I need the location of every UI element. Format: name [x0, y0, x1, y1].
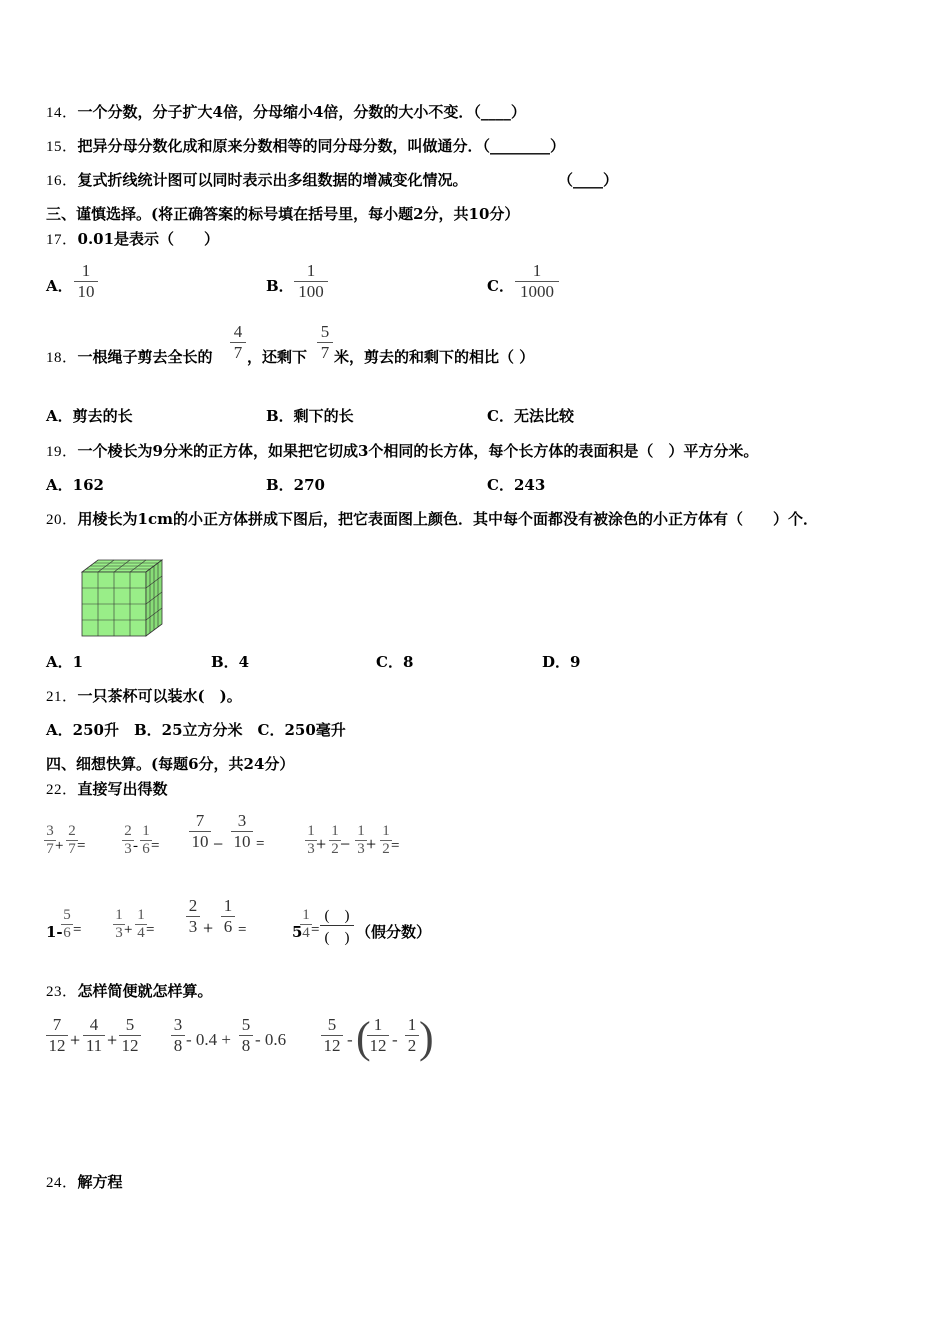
- question-24: [46, 1172, 123, 1193]
- equals-sign: =: [151, 838, 160, 854]
- question-23: [46, 981, 213, 1002]
- question-number: 20．: [46, 512, 78, 528]
- question-text-cont: ，还剩下: [247, 348, 308, 366]
- fraction: 5 12: [119, 1016, 141, 1055]
- question-number: 19．: [46, 444, 78, 460]
- question-18: [46, 347, 213, 368]
- answer-blank: （____）: [558, 171, 619, 189]
- fraction: 1 2: [405, 1016, 419, 1055]
- hint-text: （假分数）: [356, 923, 432, 941]
- question-text: 一只茶杯可以装水( )。: [77, 687, 242, 705]
- equals-sign: =: [238, 922, 247, 938]
- whole-number: 5: [292, 923, 303, 941]
- question-text: 把异分母分数化成和原来分数相等的同分母分数，叫做通分．（________）: [77, 137, 566, 155]
- fraction: 1 12: [367, 1016, 389, 1055]
- fraction: 7 10: [189, 812, 211, 851]
- option-b: B．剩下的长: [266, 407, 354, 425]
- fraction: 3 8: [171, 1016, 185, 1055]
- fraction: 4 11: [83, 1016, 105, 1055]
- question-22: [46, 779, 168, 800]
- fraction: 3 7: [44, 823, 56, 858]
- question-number: 17．: [46, 232, 78, 248]
- equals-sign: =: [391, 838, 400, 854]
- fraction: 1 3: [113, 907, 125, 942]
- fraction: 1 6: [140, 823, 152, 858]
- question-17: [46, 229, 219, 250]
- option-b-label: B．: [266, 277, 294, 295]
- question-text: 用棱长为1cm的小正方体拼成下图后，把它表面图上颜色．其中每个面都没有被涂色的小正方体有（ ）个．: [77, 510, 818, 528]
- operator: +: [366, 834, 377, 854]
- option-a: A．剪去的长: [46, 407, 133, 425]
- option-c: C．无法比较: [487, 407, 574, 425]
- section-heading-3: 三、谨慎选择。(将正确答案的标号填在括号里，每小题2分，共10分）: [46, 205, 520, 223]
- fraction: 1 6: [221, 897, 235, 936]
- leading-term: 1-: [46, 923, 63, 941]
- question-20: [46, 509, 818, 530]
- question-15: [46, 136, 565, 157]
- fraction: 5 6: [61, 907, 73, 942]
- question-text: 解方程: [77, 1173, 123, 1191]
- left-paren: (: [356, 1013, 371, 1062]
- operator: -: [133, 838, 138, 854]
- fraction: 1 3: [355, 823, 367, 858]
- question-number: 18．: [46, 350, 78, 366]
- operator-term: - 0.6: [255, 1030, 287, 1049]
- question-14: [46, 102, 526, 123]
- option-c: C．243: [487, 476, 546, 494]
- fraction-five-sevenths: 5 7: [317, 323, 333, 362]
- question-21: [46, 686, 242, 707]
- option-c-fraction: 1 1000: [515, 262, 559, 301]
- fraction: 5 12: [321, 1016, 343, 1055]
- question-text: 一个分数，分子扩大4倍，分母缩小4倍，分数的大小不变．（____）: [77, 103, 526, 121]
- option-a-fraction: 1 10: [74, 262, 98, 301]
- option-b-fraction: 1 100: [294, 262, 328, 301]
- question-19: [46, 441, 758, 462]
- option-b: B．270: [266, 476, 325, 494]
- option-a: A．162: [46, 476, 104, 494]
- fraction: 2 3: [186, 897, 200, 936]
- question-text: 直接写出得数: [77, 780, 168, 798]
- question-number: 21．: [46, 689, 78, 705]
- option-a: A．1: [46, 653, 84, 671]
- equals-sign: =: [146, 922, 155, 938]
- operator: −: [340, 834, 351, 854]
- question-number: 16．: [46, 173, 78, 189]
- section-heading-4: 四、细想快算。(每题6分，共24分）: [46, 755, 295, 773]
- question-text: 怎样简便就怎样算。: [77, 982, 213, 1000]
- right-paren: ): [419, 1013, 434, 1062]
- option-c: C．8: [376, 653, 414, 671]
- operator: +: [107, 1030, 118, 1050]
- answer-fraction-blank: ( ) ( ): [320, 904, 354, 947]
- operator: -: [392, 1030, 398, 1049]
- question-number: 24．: [46, 1175, 78, 1191]
- option-b: B．4: [211, 653, 250, 671]
- operator: −: [213, 834, 224, 854]
- operator: +: [203, 918, 214, 938]
- equals-sign: =: [256, 836, 265, 852]
- operator: +: [316, 834, 327, 854]
- question-text-end: 米，剪去的和剩下的相比（ ）: [334, 348, 535, 366]
- question-text: 0.01是表示（ ）: [77, 230, 220, 248]
- fraction: 1 4: [135, 907, 147, 942]
- operator: +: [124, 922, 133, 938]
- equals-sign: =: [73, 922, 82, 938]
- question-16: [46, 170, 468, 191]
- option-d: D．9: [542, 653, 581, 671]
- fraction: 7 12: [46, 1016, 68, 1055]
- question-number: 22．: [46, 782, 78, 798]
- question-number: 14．: [46, 105, 78, 121]
- fraction: 1 4: [300, 907, 312, 942]
- cube-figure: [80, 558, 166, 638]
- equals-sign: =: [311, 922, 320, 938]
- operator: -: [347, 1030, 353, 1049]
- option-a-label: A．: [46, 277, 73, 295]
- fraction: 2 7: [66, 823, 78, 858]
- question-number: 15．: [46, 139, 78, 155]
- equals-sign: =: [77, 838, 86, 854]
- option-c-label: C．: [487, 277, 514, 295]
- fraction: 1 2: [380, 823, 392, 858]
- fraction: 1 2: [329, 823, 341, 858]
- question-text: 一根绳子剪去全长的: [77, 348, 213, 366]
- question-number: 23．: [46, 984, 78, 1000]
- fraction: 2 3: [122, 823, 134, 858]
- fraction: 1 3: [305, 823, 317, 858]
- fraction: 5 8: [239, 1016, 253, 1055]
- question-text: 复式折线统计图可以同时表示出多组数据的增减变化情况。: [77, 171, 468, 189]
- fraction-four-sevenths: 4 7: [230, 323, 246, 362]
- operator-term: - 0.4 +: [186, 1030, 231, 1049]
- operator: +: [70, 1030, 81, 1050]
- fraction: 3 10: [231, 812, 253, 851]
- options-line: A．250升 B．25立方分米 C．250毫升: [46, 721, 346, 739]
- question-text: 一个棱长为9分米的正方体，如果把它切成3个相同的长方体，每个长方体的表面积是（ ）平方分米。: [77, 442, 759, 460]
- operator: +: [55, 838, 64, 854]
